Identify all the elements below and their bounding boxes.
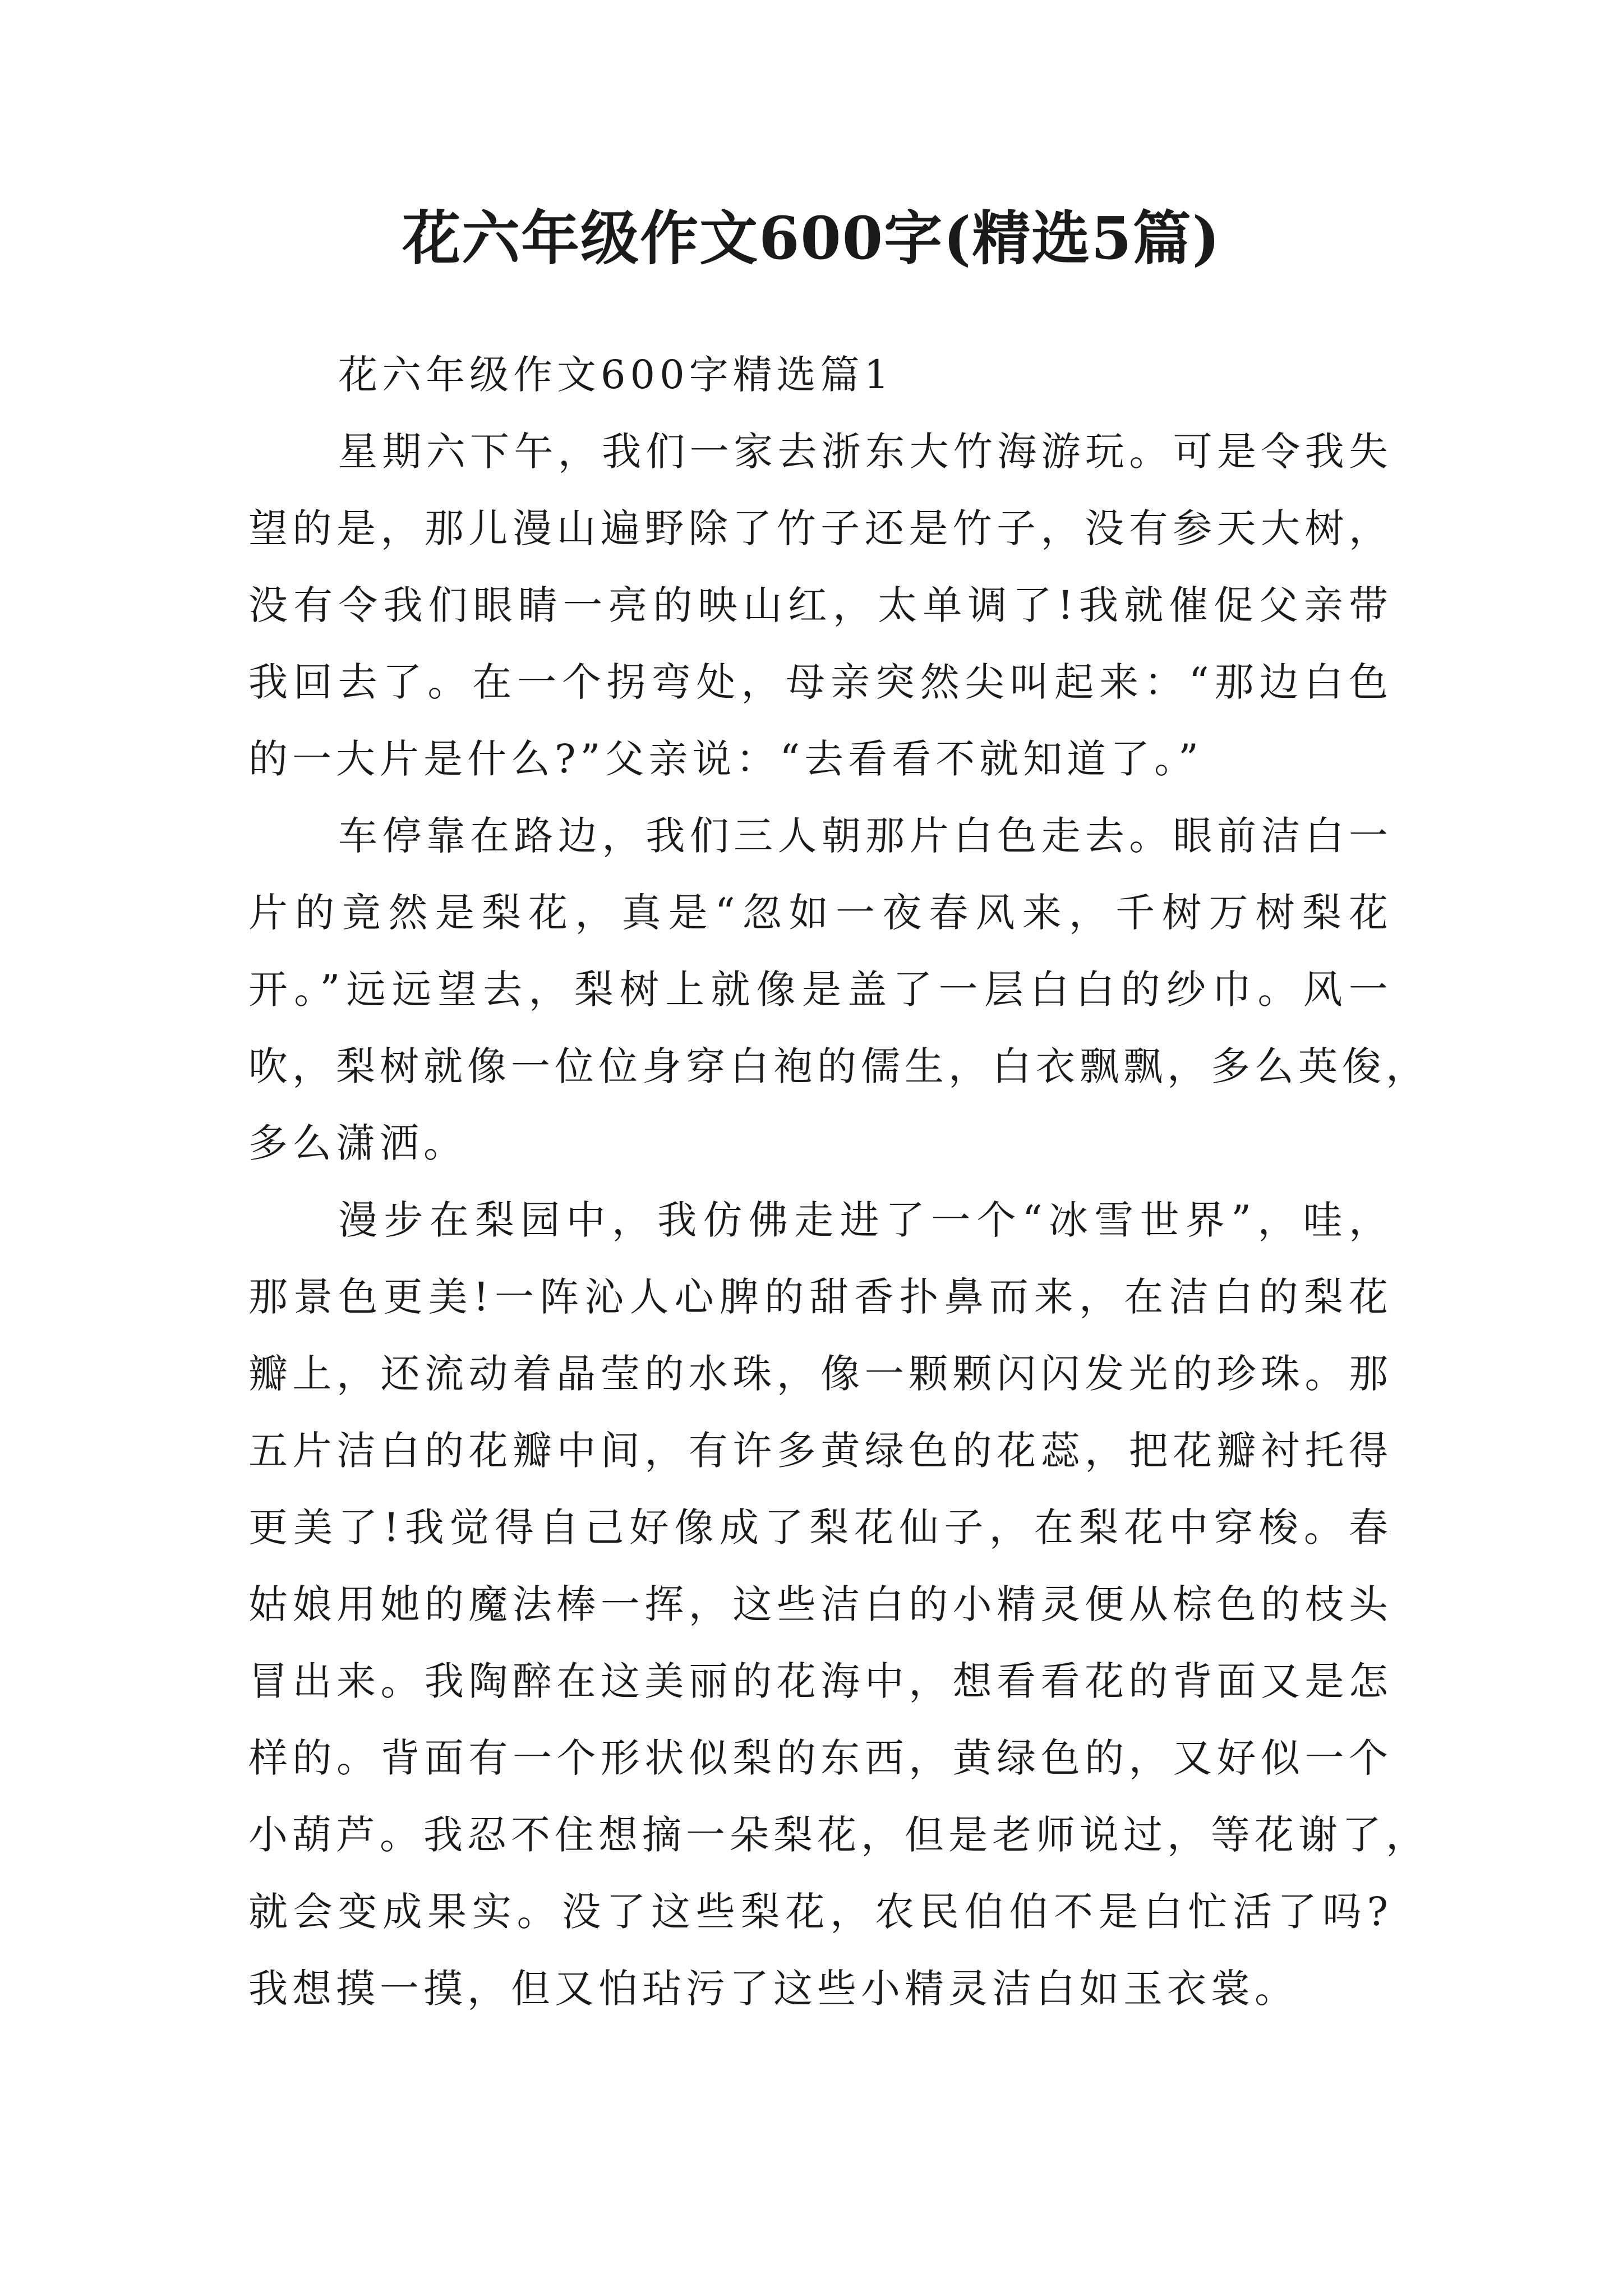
text-line: 望的是，那儿漫山遍野除了竹子还是竹子，没有参天大树， — [248, 505, 1393, 551]
text-line: 没有令我们眼睛一亮的映山红，太单调了!我就催促父亲带 — [248, 582, 1393, 628]
text-line: 那景色更美!一阵沁人心脾的甜香扑鼻而来，在洁白的梨花 — [248, 1274, 1393, 1320]
text-line: 的一大片是什么?”父亲说：“去看看不就知道了。” — [248, 736, 1203, 782]
text-line: 多么潇洒。 — [248, 1120, 467, 1166]
text-line: 姑娘用她的魔法棒一挥，这些洁白的小精灵便从棕色的枝头 — [248, 1581, 1393, 1627]
text-line: 漫步在梨园中，我仿佛走进了一个“冰雪世界”，哇， — [338, 1197, 1393, 1243]
text-line: 我想摸一摸，但又怕玷污了这些小精灵洁白如玉衣裳。 — [248, 1966, 1298, 2012]
section-heading-text: 花六年级作文600字精选篇1 — [338, 352, 894, 398]
text-line: 片的竟然是梨花，真是“忽如一夜春风来，千树万树梨花 — [248, 890, 1393, 936]
text-line: 吹，梨树就像一位位身穿白袍的儒生，白衣飘飘，多么英俊， — [248, 1043, 1430, 1089]
text-line: 小葫芦。我忍不住想摘一朵梨花，但是老师说过，等花谢了， — [248, 1812, 1430, 1858]
text-line: 瓣上，还流动着晶莹的水珠，像一颗颗闪闪发光的珍珠。那 — [248, 1351, 1393, 1397]
paragraph-3 — [248, 1182, 1430, 2027]
document-title: 花六年级作文600字(精选5篇) — [402, 204, 1221, 273]
text-line: 车停靠在路边，我们三人朝那片白色走去。眼前洁白一 — [338, 813, 1393, 859]
text-line: 就会变成果实。没了这些梨花，农民伯伯不是白忙活了吗? — [248, 1889, 1393, 1935]
text-line: 星期六下午，我们一家去浙东大竹海游玩。可是令我失 — [338, 429, 1393, 475]
text-line: 样的。背面有一个形状似梨的东西，黄绿色的，又好似一个 — [248, 1735, 1393, 1781]
text-line: 冒出来。我陶醉在这美丽的花海中，想看看花的背面又是怎 — [248, 1658, 1393, 1704]
paragraph-2 — [248, 798, 1430, 1182]
paragraph-1 — [248, 413, 1393, 798]
document-body — [248, 337, 1430, 2027]
section-heading — [248, 337, 1393, 413]
text-line: 更美了!我觉得自己好像成了梨花仙子，在梨花中穿梭。春 — [248, 1504, 1393, 1550]
text-line: 开。”远远望去，梨树上就像是盖了一层白白的纱巾。风一 — [248, 967, 1393, 1013]
text-line: 我回去了。在一个拐弯处，母亲突然尖叫起来：“那边白色 — [248, 659, 1393, 705]
text-line: 五片洁白的花瓣中间，有许多黄绿色的花蕊，把花瓣衬托得 — [248, 1428, 1393, 1474]
